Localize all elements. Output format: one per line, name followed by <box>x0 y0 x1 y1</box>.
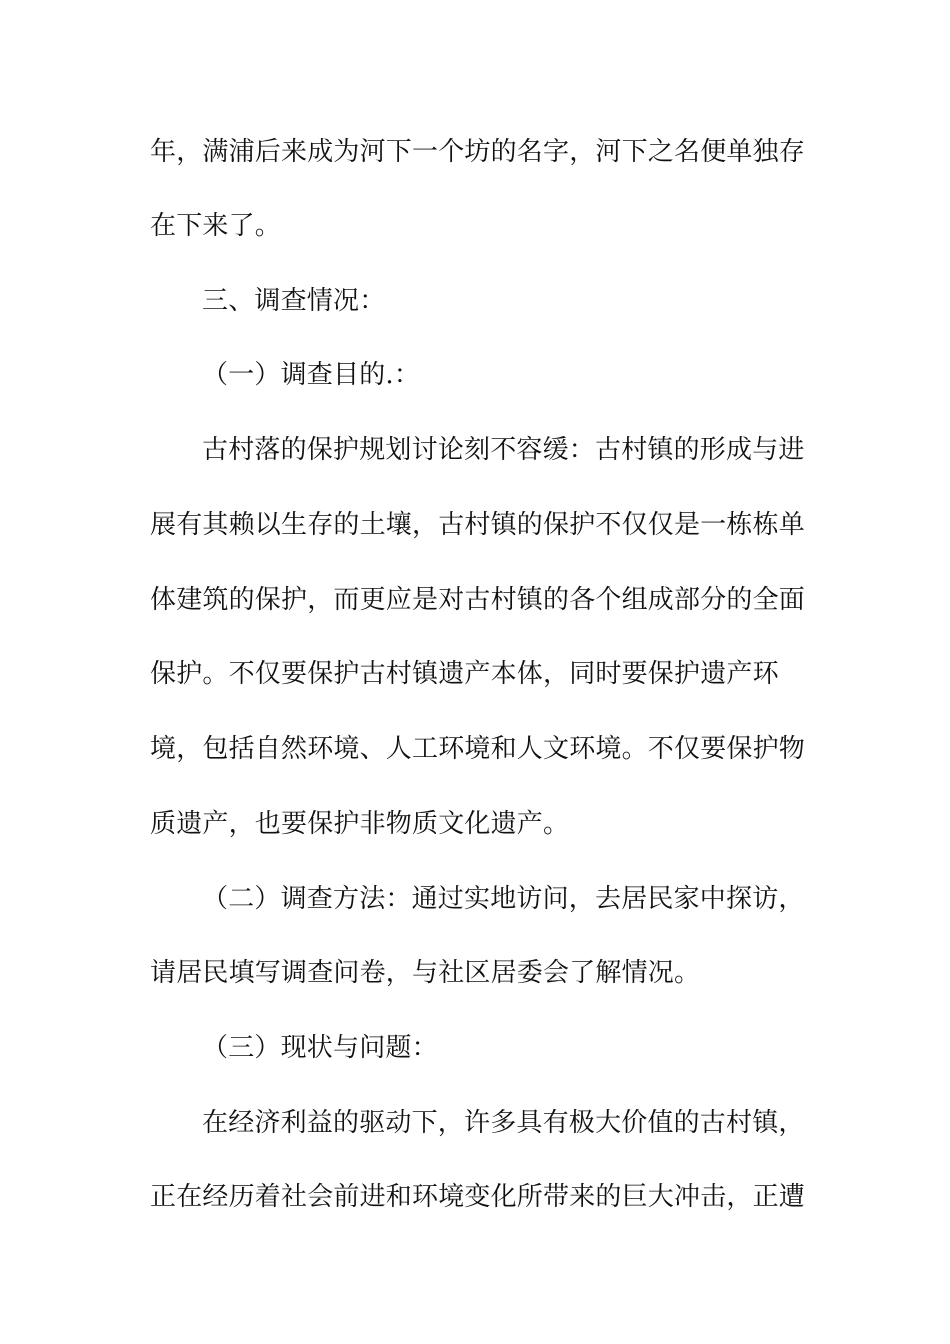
body-text-line: 古村落的保护规划讨论刻不容缓：古村镇的形成与进 <box>202 435 805 465</box>
subsection-heading: （一）调查目的.： <box>202 360 421 390</box>
section-heading: 三、调查情况： <box>202 286 386 316</box>
subsection-heading: （二）调查方法：通过实地访问，去居民家中探访， <box>202 884 805 914</box>
body-text-line: 展有其赖以生存的土壤，古村镇的保护不仅仅是一栋栋单 <box>150 510 806 540</box>
body-text-line: 在经济利益的驱动下，许多具有极大价值的古村镇， <box>202 1108 805 1138</box>
subsection-heading: （三）现状与问题： <box>202 1033 438 1063</box>
body-text-line: 请居民填写调查问卷，与社区居委会了解情况。 <box>150 958 701 988</box>
body-text-line: 质遗产，也要保护非物质文化遗产。 <box>150 809 570 839</box>
body-text-line: 保护。不仅要保护古村镇遗产本体，同时要保护遗产环 <box>150 659 779 689</box>
body-text-line: 境，包括自然环境、人工环境和人文环境。不仅要保护物 <box>150 734 806 764</box>
body-text-line: 年，满浦后来成为河下一个坊的名字，河下之名便单独存 <box>150 137 806 167</box>
body-text-line: 在下来了。 <box>150 211 282 241</box>
body-text-line: 体建筑的保护，而更应是对古村镇的各个组成部分的全面 <box>150 585 806 615</box>
body-text-line: 正在经历着社会前进和环境变化所带来的巨大冲击，正遭 <box>150 1182 806 1212</box>
